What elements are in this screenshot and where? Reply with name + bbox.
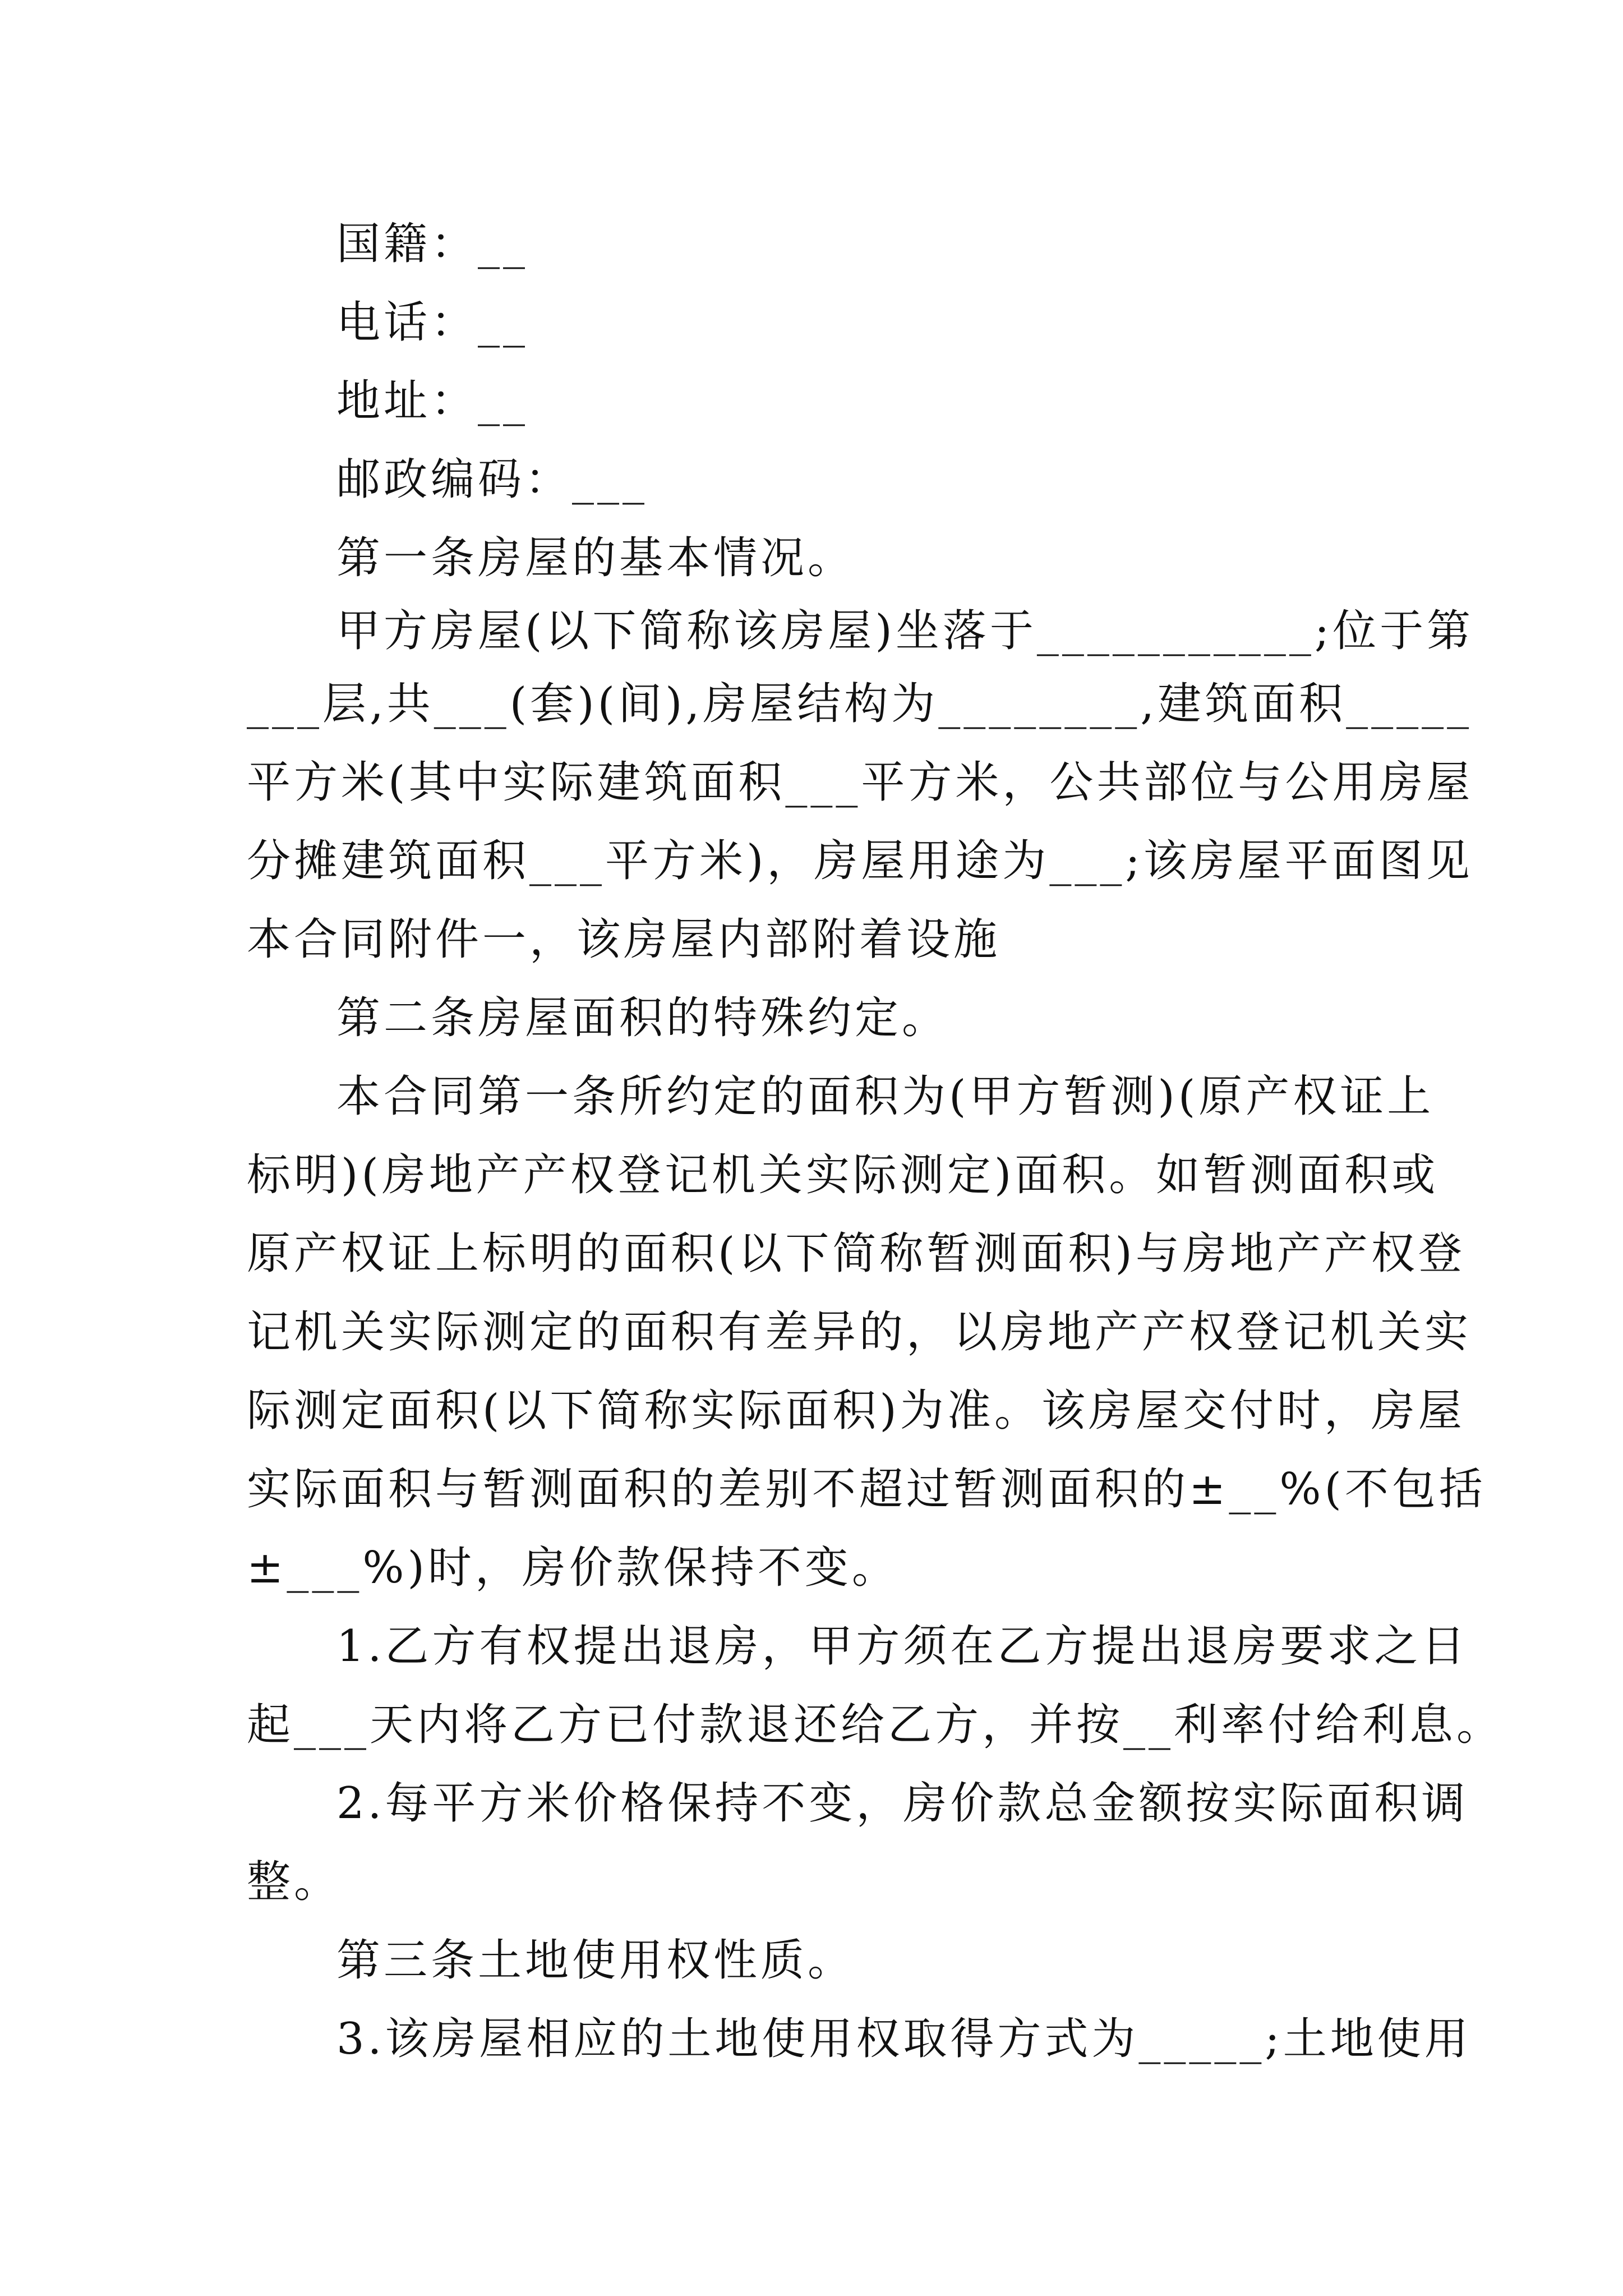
paragraph-line: 1.乙方有权提出退房，甲方须在乙方提出退房要求之日 <box>336 1621 1469 1672</box>
paragraph-line: 实际面积与暂测面积的差别不超过暂测面积的±__%(不包括 <box>247 1464 1486 1515</box>
article-one-heading: 第一条房屋的基本情况。 <box>336 533 855 583</box>
paragraph-line: 平方米(其中实际建筑面积___平方米，公共部位与公用房屋 <box>247 757 1474 808</box>
paragraph-line: 分摊建筑面积___平方米)，房屋用途为___;该房屋平面图见 <box>247 836 1473 886</box>
paragraph-line: 起___天内将乙方已付款退还给乙方，并按__利率付给利息。 <box>247 1700 1504 1750</box>
address-line: 地址：__ <box>336 376 529 426</box>
paragraph-line: 际测定面积(以下简称实际面积)为准。该房屋交付时，房屋 <box>247 1386 1465 1436</box>
paragraph-line: ±___%)时，房价款保持不变。 <box>247 1543 899 1593</box>
postal-code-line: 邮政编码：___ <box>336 454 648 505</box>
paragraph-line: 3.该房屋相应的土地使用权取得方式为_____;土地使用 <box>336 2014 1472 2064</box>
paragraph-line: 本合同附件一，该房屋内部附着设施 <box>247 914 1001 965</box>
article-two-heading: 第二条房屋面积的特殊约定。 <box>336 993 949 1043</box>
paragraph-line: 甲方房屋(以下简称该房屋)坐落于___________;位于第 <box>336 606 1474 656</box>
paragraph-line: 标明)(房地产产权登记机关实际测定)面积。如暂测面积或 <box>247 1150 1439 1200</box>
paragraph-line: 2.每平方米价格保持不变，房价款总金额按实际面积调 <box>336 1778 1469 1829</box>
phone-line: 电话：__ <box>336 297 529 348</box>
paragraph-line: 本合同第一条所约定的面积为(甲方暂测)(原产权证上 <box>336 1071 1435 1122</box>
paragraph-line: 原产权证上标明的面积(以下简称暂测面积)与房地产产权登 <box>247 1228 1465 1279</box>
article-three-heading: 第三条土地使用权性质。 <box>336 1935 855 1986</box>
paragraph-line: 整。 <box>247 1857 342 1907</box>
paragraph-line: 记机关实际测定的面积有差异的，以房地产产权登记机关实 <box>247 1307 1472 1358</box>
nationality-line: 国籍：__ <box>336 219 529 269</box>
paragraph-line: ___层,共___(套)(间),房屋结构为________,建筑面积_____ <box>247 679 1473 729</box>
